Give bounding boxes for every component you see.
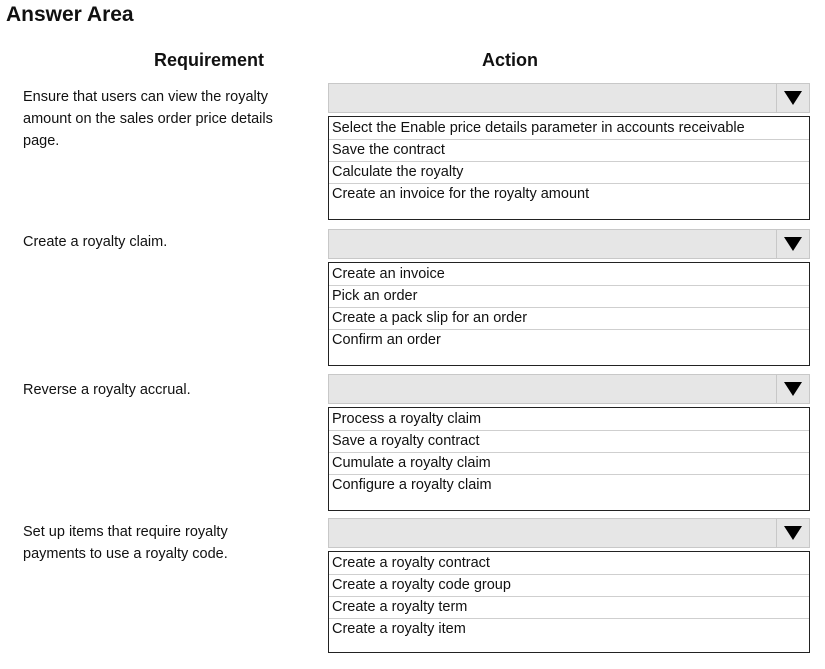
dropdown-option[interactable]: Create a royalty item [332, 621, 466, 637]
dropdown-selected-value[interactable] [328, 374, 810, 404]
dropdown-options-list [328, 262, 810, 366]
requirement-text: Ensure that users can view the royalty amount on the sales order price details page. [23, 89, 273, 149]
dropdown-option[interactable]: Pick an order [329, 286, 809, 308]
dropdown-option[interactable]: Create a royalty code group [329, 575, 809, 597]
dropdown-toggle-button[interactable] [776, 375, 809, 403]
dropdown-option[interactable]: Select the Enable price details parameter in accounts receivable [329, 118, 809, 140]
requirement-text: Reverse a royalty accrual. [23, 382, 191, 398]
dropdown-selected-value[interactable] [328, 83, 810, 113]
dropdown-option[interactable]: Process a royalty claim [329, 409, 809, 431]
dropdown-option[interactable]: Calculate the royalty [329, 162, 809, 184]
requirement-text: Set up items that require royalty payments to use a royalty code. [23, 524, 228, 562]
requirement-text: Create a royalty claim. [23, 234, 168, 250]
dropdown-options-list [328, 116, 810, 220]
dropdown-selected-value[interactable] [328, 229, 810, 259]
dropdown-options-list [328, 551, 810, 653]
action-header: Action [482, 50, 538, 70]
triangle-down-icon [784, 237, 802, 251]
dropdown-options-list [328, 407, 810, 511]
requirement-header: Requirement [154, 50, 265, 70]
dropdown-option[interactable]: Save the contract [329, 140, 809, 162]
triangle-down-icon [784, 91, 802, 105]
dropdown-option[interactable]: Create an invoice [329, 264, 809, 286]
dropdown-option[interactable]: Create a royalty contract [329, 553, 809, 575]
dropdown-toggle-button[interactable] [776, 84, 809, 112]
dropdown-option[interactable]: Configure a royalty claim [332, 477, 492, 493]
action-dropdown[interactable] [328, 518, 810, 653]
dropdown-option[interactable]: Create a pack slip for an order [329, 308, 809, 330]
action-dropdown[interactable] [328, 374, 810, 511]
action-dropdown[interactable] [328, 83, 810, 220]
dropdown-option[interactable]: Create a royalty term [329, 597, 809, 619]
action-dropdown[interactable] [328, 229, 810, 366]
dropdown-option[interactable]: Cumulate a royalty claim [329, 453, 809, 475]
triangle-down-icon [784, 526, 802, 540]
dropdown-toggle-button[interactable] [776, 230, 809, 258]
dropdown-option[interactable]: Save a royalty contract [329, 431, 809, 453]
dropdown-option[interactable]: Confirm an order [332, 332, 441, 348]
dropdown-selected-value[interactable] [328, 518, 810, 548]
triangle-down-icon [784, 382, 802, 396]
dropdown-toggle-button[interactable] [776, 519, 809, 547]
answer-area-title: Answer Area [6, 3, 134, 26]
dropdown-option[interactable]: Create an invoice for the royalty amount [332, 186, 590, 202]
